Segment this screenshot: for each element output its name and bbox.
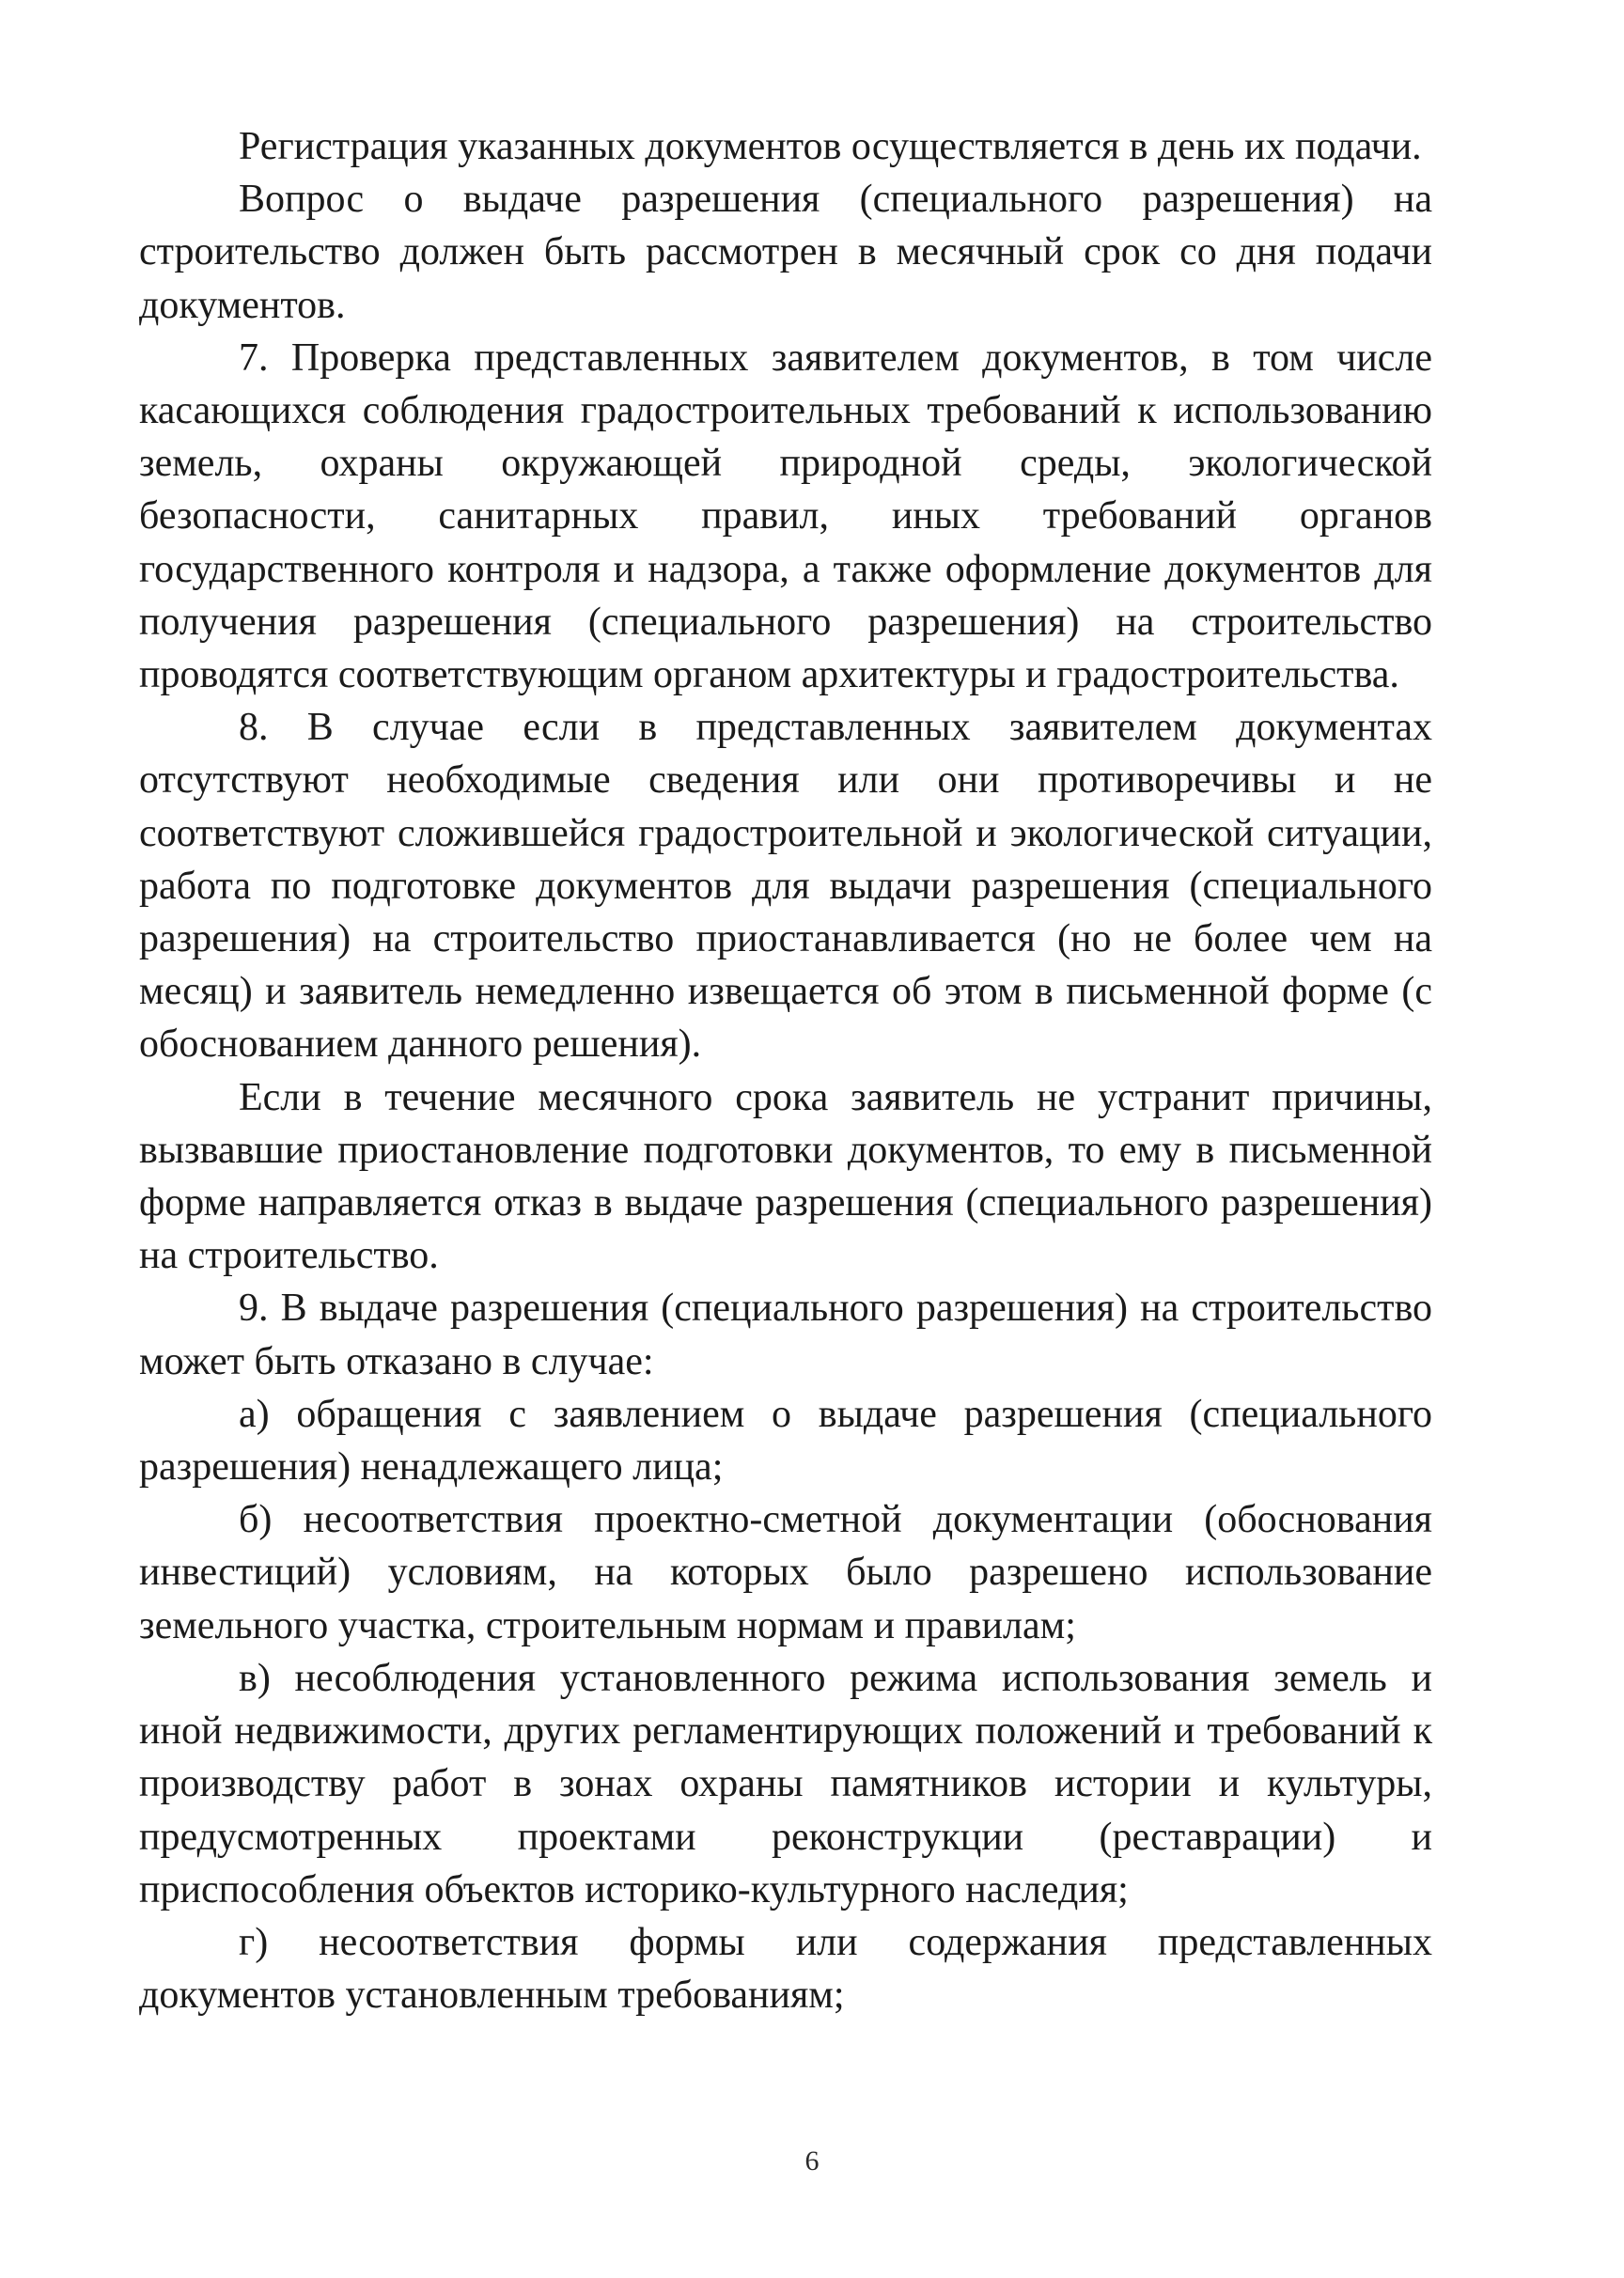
list-item-a: а) обращения с заявлением о выдаче разрешения (специального разрешения) ненадлежащего лица;	[139, 1392, 1432, 1490]
paragraph-refusal-notice: Если в течение месячного срока заявитель не устранит причины, вызвавшие приостановление подготовки документов, то ему в письменной форме направляется отказ в выдаче разрешения (специального разрешения) на строительство.	[139, 1075, 1432, 1278]
paragraph-registration: Регистрация указанных документов осуществляется в день их подачи.	[239, 125, 1422, 168]
paragraph-item-9: 9. В выдаче разрешения (специального разрешения) на строительство может быть отказано в случае:	[139, 1287, 1432, 1383]
paragraph-item-8: 8. В случае если в представленных заявителем документах отсутствуют необходимые сведения или они противоречивы и не соответствуют сложившейся градостроительной и экологической ситуации, работа по подготовке документов для выдачи разрешения (специального разрешения) на строительство приостанавливается (но не более чем на месяц) и заявитель немедленно извещается об этом в письменной форме (с обоснованием данного решения).	[139, 706, 1432, 1067]
body-text	[139, 120, 1432, 2021]
paragraph-item-7: 7. Проверка представленных заявителем документов, в том числе касающихся соблюдения градостроительных требований к использованию земель, охраны окружающей природной среды, экологической безопасности, санитарных правил, иных требований органов государственного контроля и надзора, а также оформление документов для получения разрешения (специального разрешения) на строительство проводятся соответствующим органом архитектуры и градостроительства.	[139, 335, 1432, 697]
list-item-b: б) несоответствия проектно-сметной документации (обоснования инвестиций) условиям, на которых было разрешено использование земельного участка, строительным нормам и правилам;	[139, 1498, 1432, 1647]
list-item-v: в) несоблюдения установленного режима использования земель и иной недвижимости, других регламентирующих положений и требований к производству работ в зонах охраны памятников истории и культуры, предусмотренных проектами реконструкции (реставрации) и приспособления объектов историко-культурного наследия;	[139, 1656, 1432, 1911]
paragraph-review-term: Вопрос о выдаче разрешения (специального разрешения) на строительство должен быть рассмотрен в месячный срок со дня подачи документов.	[139, 178, 1432, 327]
page-number: 6	[804, 2145, 820, 2177]
list-item-g: г) несоответствия формы или содержания представленных документов установленным требованиям;	[139, 1920, 1432, 2018]
